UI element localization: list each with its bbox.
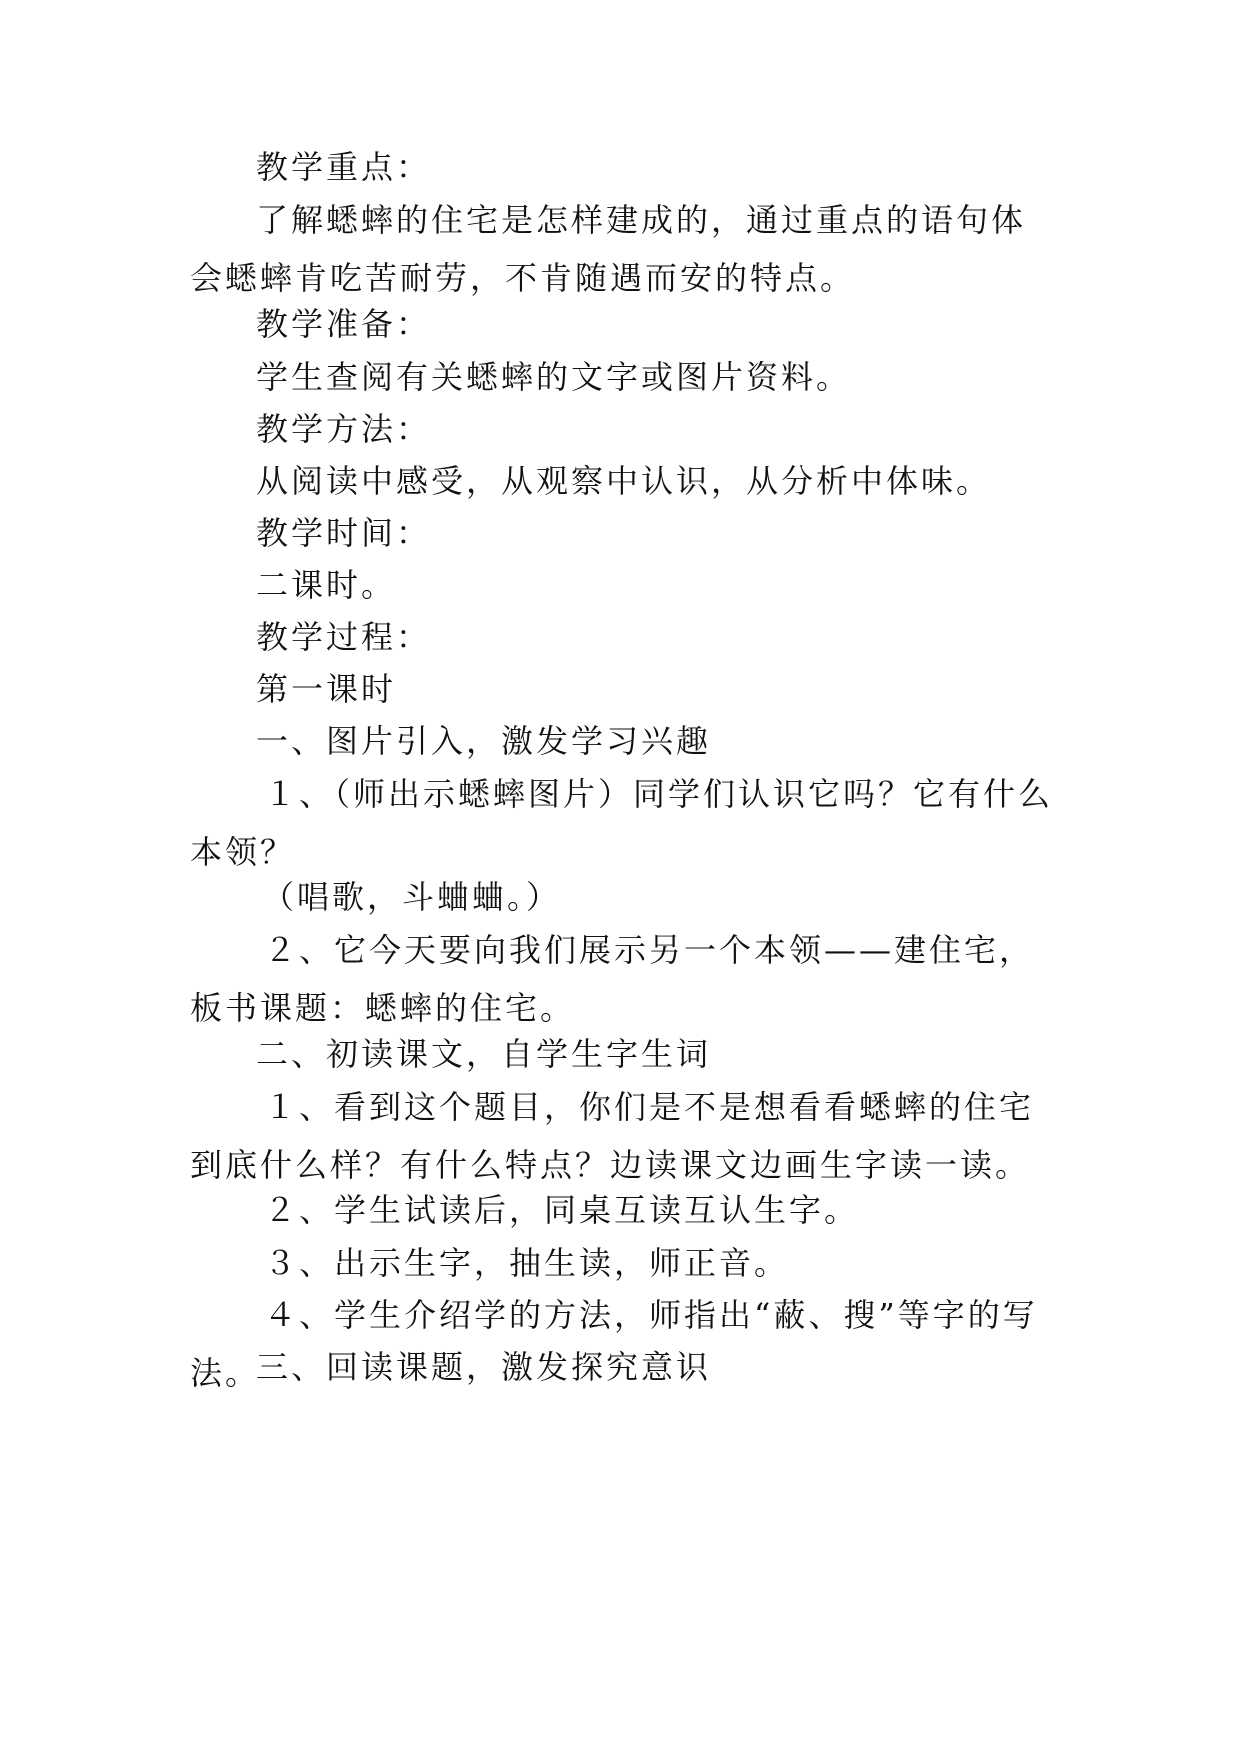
paragraph-teaching-method-content: 从阅读中感受，从观察中认识，从分析中体味。 — [256, 462, 992, 500]
list-item: １、看到这个题目，你们是不是想看看蟋蟀的住宅到底什么样？有什么特点？边读课文边画生字读一读。 — [190, 1088, 1035, 1184]
heading-teaching-time: 教学时间： — [256, 514, 432, 552]
heading-teaching-focus: 教学重点： — [256, 148, 432, 186]
list-item: ４、学生介绍学的方法，师指出“蔽、搜”等字的写法。 — [190, 1296, 1038, 1392]
heading-teaching-process: 教学过程： — [256, 618, 432, 656]
paragraph-teaching-preparation-content: 学生查阅有关蟋蟀的文字或图片资料。 — [256, 358, 852, 396]
heading-teaching-preparation: 教学准备： — [256, 305, 432, 343]
section-heading-2: 二、初读课文，自学生字生词 — [256, 1035, 712, 1073]
section-heading-3: 三、回读课题，激发探究意识 — [256, 1348, 712, 1386]
paragraph-teaching-time-content: 二课时。 — [256, 566, 397, 604]
paragraph-note: （唱歌，斗蛐蛐。） — [262, 878, 562, 916]
list-item: １、（师出示蟋蟀图片）同学们认识它吗？它有什么本领？ — [190, 775, 1054, 871]
paragraph-teaching-focus-content: 了解蟋蟀的住宅是怎样建成的，通过重点的语句体会蟋蟀肯吃苦耐劳，不肯随遇而安的特点。 — [190, 201, 1027, 297]
heading-teaching-method: 教学方法： — [256, 410, 432, 448]
list-item: ３、出示生字，抽生读，师正音。 — [264, 1244, 790, 1282]
list-item: ２、它今天要向我们展示另一个本领——建住宅，板书课题：蟋蟀的住宅。 — [190, 931, 1035, 1027]
heading-first-lesson: 第一课时 — [256, 670, 397, 708]
section-heading-1: 一、图片引入，激发学习兴趣 — [256, 722, 712, 760]
list-item: ２、学生试读后，同桌互读互认生字。 — [264, 1191, 860, 1229]
